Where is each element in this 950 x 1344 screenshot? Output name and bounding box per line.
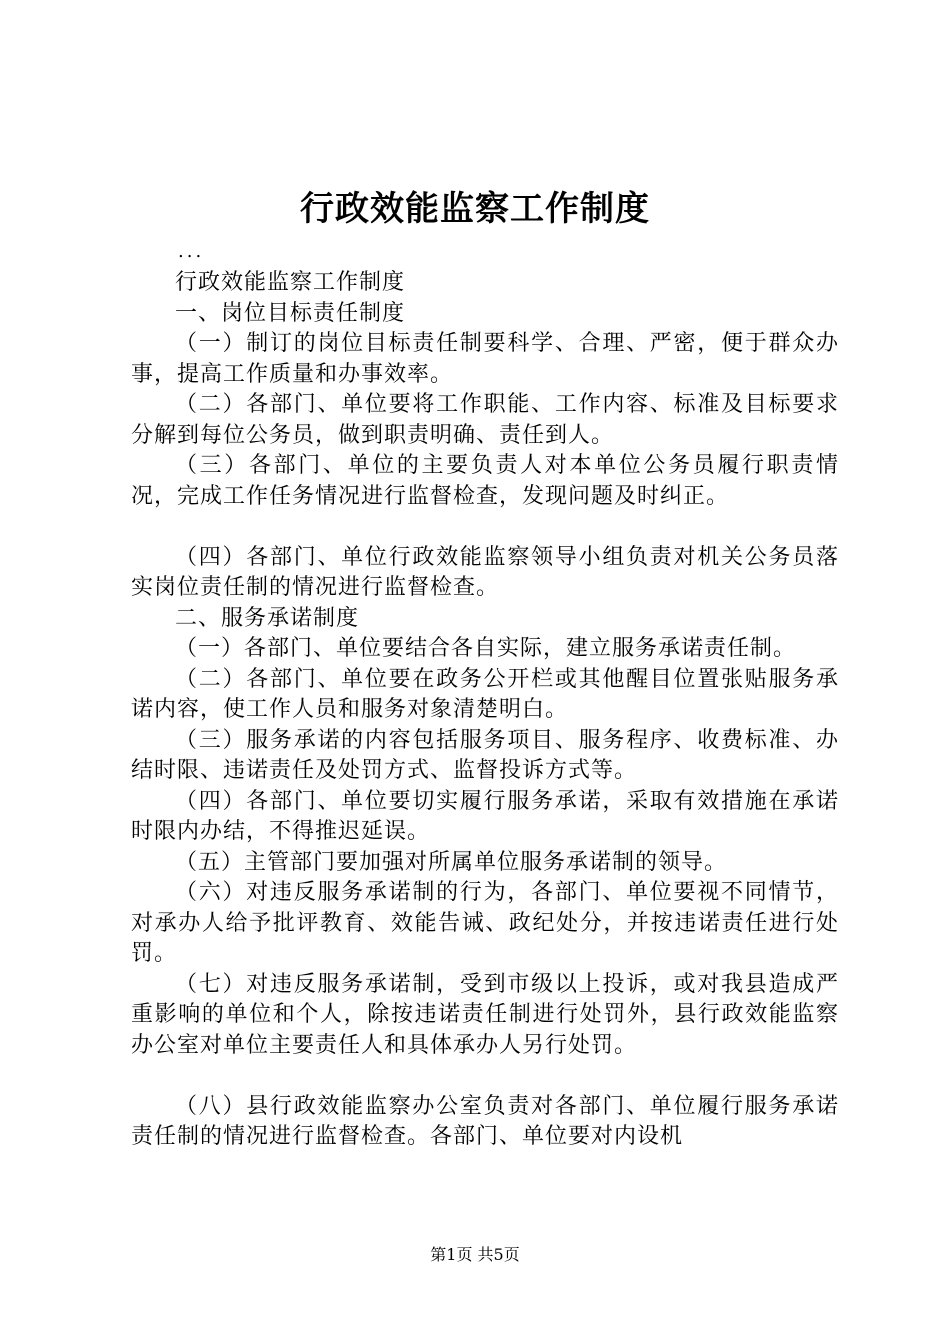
paragraph-subtitle: 行政效能监察工作制度	[175, 270, 406, 295]
section-heading-2: 二、服务承诺制度	[175, 605, 360, 631]
paragraph: （一）制订的岗位目标责任制要科学、合理、严密，便于群众办事，提高工作质量和办事效率。	[131, 331, 839, 387]
paragraph: （一）各部门、单位要结合各自实际，建立服务承诺责任制。	[175, 636, 797, 661]
paragraph: （五）主管部门要加强对所属单位服务承诺制的领导。	[175, 849, 728, 875]
paragraph-gap	[131, 512, 839, 543]
paragraph: （七）对违反服务承诺制，受到市级以上投诉，或对我县造成严重影响的单位和个人，除按违诺责任制进行处罚外，县行政效能监察办公室对单位主要责任人和具体承办人另行处罚。	[131, 971, 839, 1058]
document-title: 行政效能监察工作制度	[300, 189, 650, 229]
paragraph: （二）各部门、单位要在政务公开栏或其他醒目位置张贴服务承诺内容，使工作人员和服务对象清楚明白。	[131, 666, 839, 722]
paragraph: （六）对违反服务承诺制的行为，各部门、单位要视不同情节，对承办人给予批评教育、效能告诫、政纪处分，并按违诺责任进行处罚。	[131, 880, 839, 966]
paragraph: （二）各部门、单位要将工作职能、工作内容、标准及目标要求分解到每位公务员，做到职责明确、责任到人。	[131, 392, 839, 448]
paragraph: （四）各部门、单位行政效能监察领导小组负责对机关公务员落实岗位责任制的情况进行监督检查。	[131, 544, 839, 600]
paragraph: （八）县行政效能监察办公室负责对各部门、单位履行服务承诺责任制的情况进行监督检查。各部门、单位要对内设机	[131, 1093, 839, 1149]
section-heading-1: 一、岗位目标责任制度	[175, 300, 406, 326]
document-body	[131, 268, 839, 1153]
paragraph: （四）各部门、单位要切实履行服务承诺，采取有效措施在承诺时限内办结，不得推迟延误。	[131, 788, 839, 844]
paragraph-gap	[131, 1061, 839, 1092]
ellipsis-marker: ...	[178, 241, 205, 262]
page-footer: 第1页 共5页	[430, 1245, 520, 1264]
paragraph: （三）服务承诺的内容包括服务项目、服务程序、收费标准、办结时限、违诺责任及处罚方式、监督投诉方式等。	[131, 727, 839, 783]
paragraph: （三）各部门、单位的主要负责人对本单位公务员履行职责情况，完成工作任务情况进行监督检查，发现问题及时纠正。	[131, 453, 839, 509]
